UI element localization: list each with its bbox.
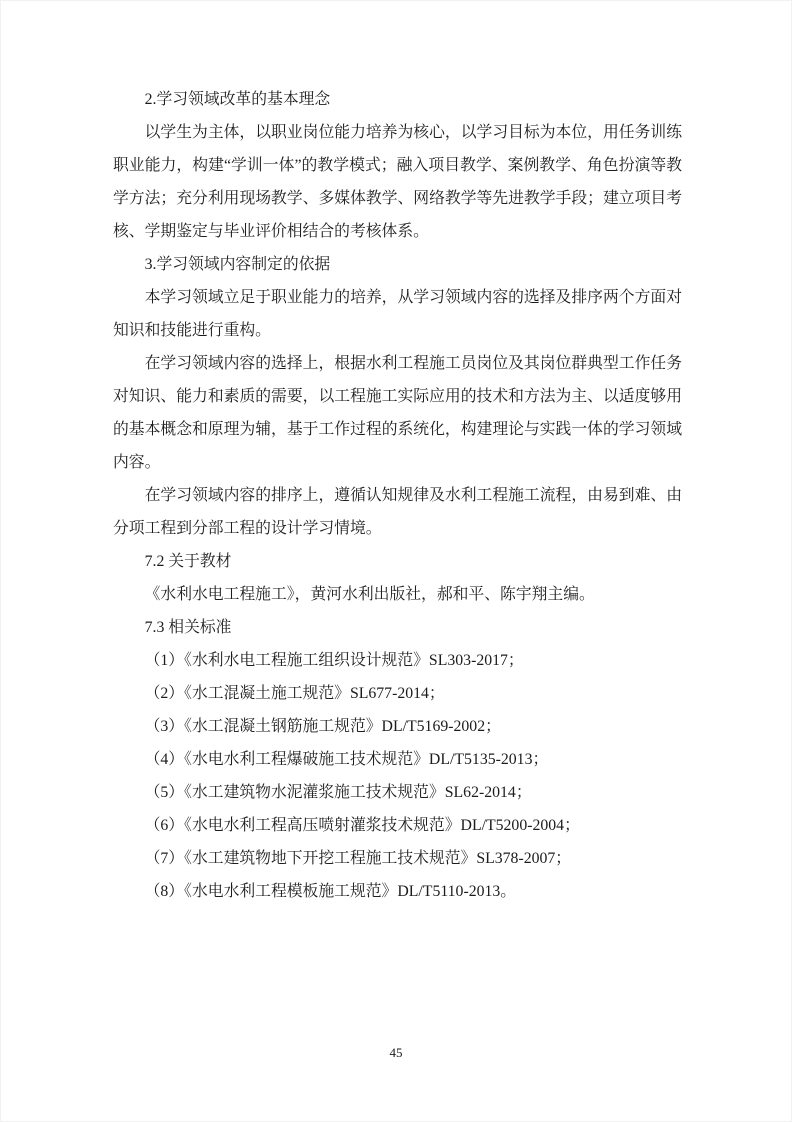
section-heading: 7.2 关于教材 [144, 553, 232, 570]
page-number: 45 [389, 1045, 403, 1060]
paragraph: 以学生为主体，以职业岗位能力培养为核心，以学习目标为本位，用任务训练职业能力，构建“学训一体”的教学模式；融入项目教学、案例教学、角色扮演等教学方法；充分利用现场教学、多媒体教学、网络教学等先进教学手段；建立项目考核、学期鉴定与毕业评价相结合的考核体系。 [113, 124, 682, 240]
standard-list-item: （4）《水电水利工程爆破施工技术规范》DL/T5135-2013； [144, 751, 549, 768]
section-heading: 7.3 相关标准 [144, 619, 232, 636]
document-body [113, 83, 682, 908]
standard-list-item: （3）《水工混凝土钢筋施工规范》DL/T5169-2002； [144, 718, 501, 735]
paragraph: 在学习领域内容的排序上，遵循认知规律及水利工程施工流程，由易到难、由分项工程到分部工程的设计学习情境。 [113, 487, 682, 537]
standard-list-item: （1）《水利水电工程施工组织设计规范》SL303-2017； [144, 652, 524, 669]
standard-list-item: （6）《水电水利工程高压喷射灌浆技术规范》DL/T5200-2004； [144, 817, 580, 834]
page-footer [0, 1045, 792, 1061]
section-heading: 2.学习领域改革的基本理念 [144, 91, 331, 108]
standard-list-item: （7）《水工建筑物地下开挖工程施工技术规范》SL378-2007； [144, 850, 572, 867]
paragraph: 本学习领域立足于职业能力的培养，从学习领域内容的选择及排序两个方面对知识和技能进行重构。 [113, 289, 682, 339]
standard-list-item: （8）《水电水利工程模板施工规范》DL/T5110-2013。 [144, 883, 517, 900]
section-heading: 3.学习领域内容制定的依据 [144, 256, 331, 273]
paragraph: 在学习领域内容的选择上，根据水利工程施工员岗位及其岗位群典型工作任务对知识、能力和素质的需要，以工程施工实际应用的技术和方法为主、以适度够用的基本概念和原理为辅，基于工作过程的系统化，构建理论与实践一体的学习领域内容。 [113, 355, 682, 471]
textbook-reference: 《水利水电工程施工》，黄河水利出版社，郝和平、陈宇翔主编。 [144, 586, 595, 603]
standard-list-item: （5）《水工建筑物水泥灌浆施工技术规范》SL62-2014； [144, 784, 532, 801]
standard-list-item: （2）《水工混凝土施工规范》SL677-2014； [144, 685, 445, 702]
